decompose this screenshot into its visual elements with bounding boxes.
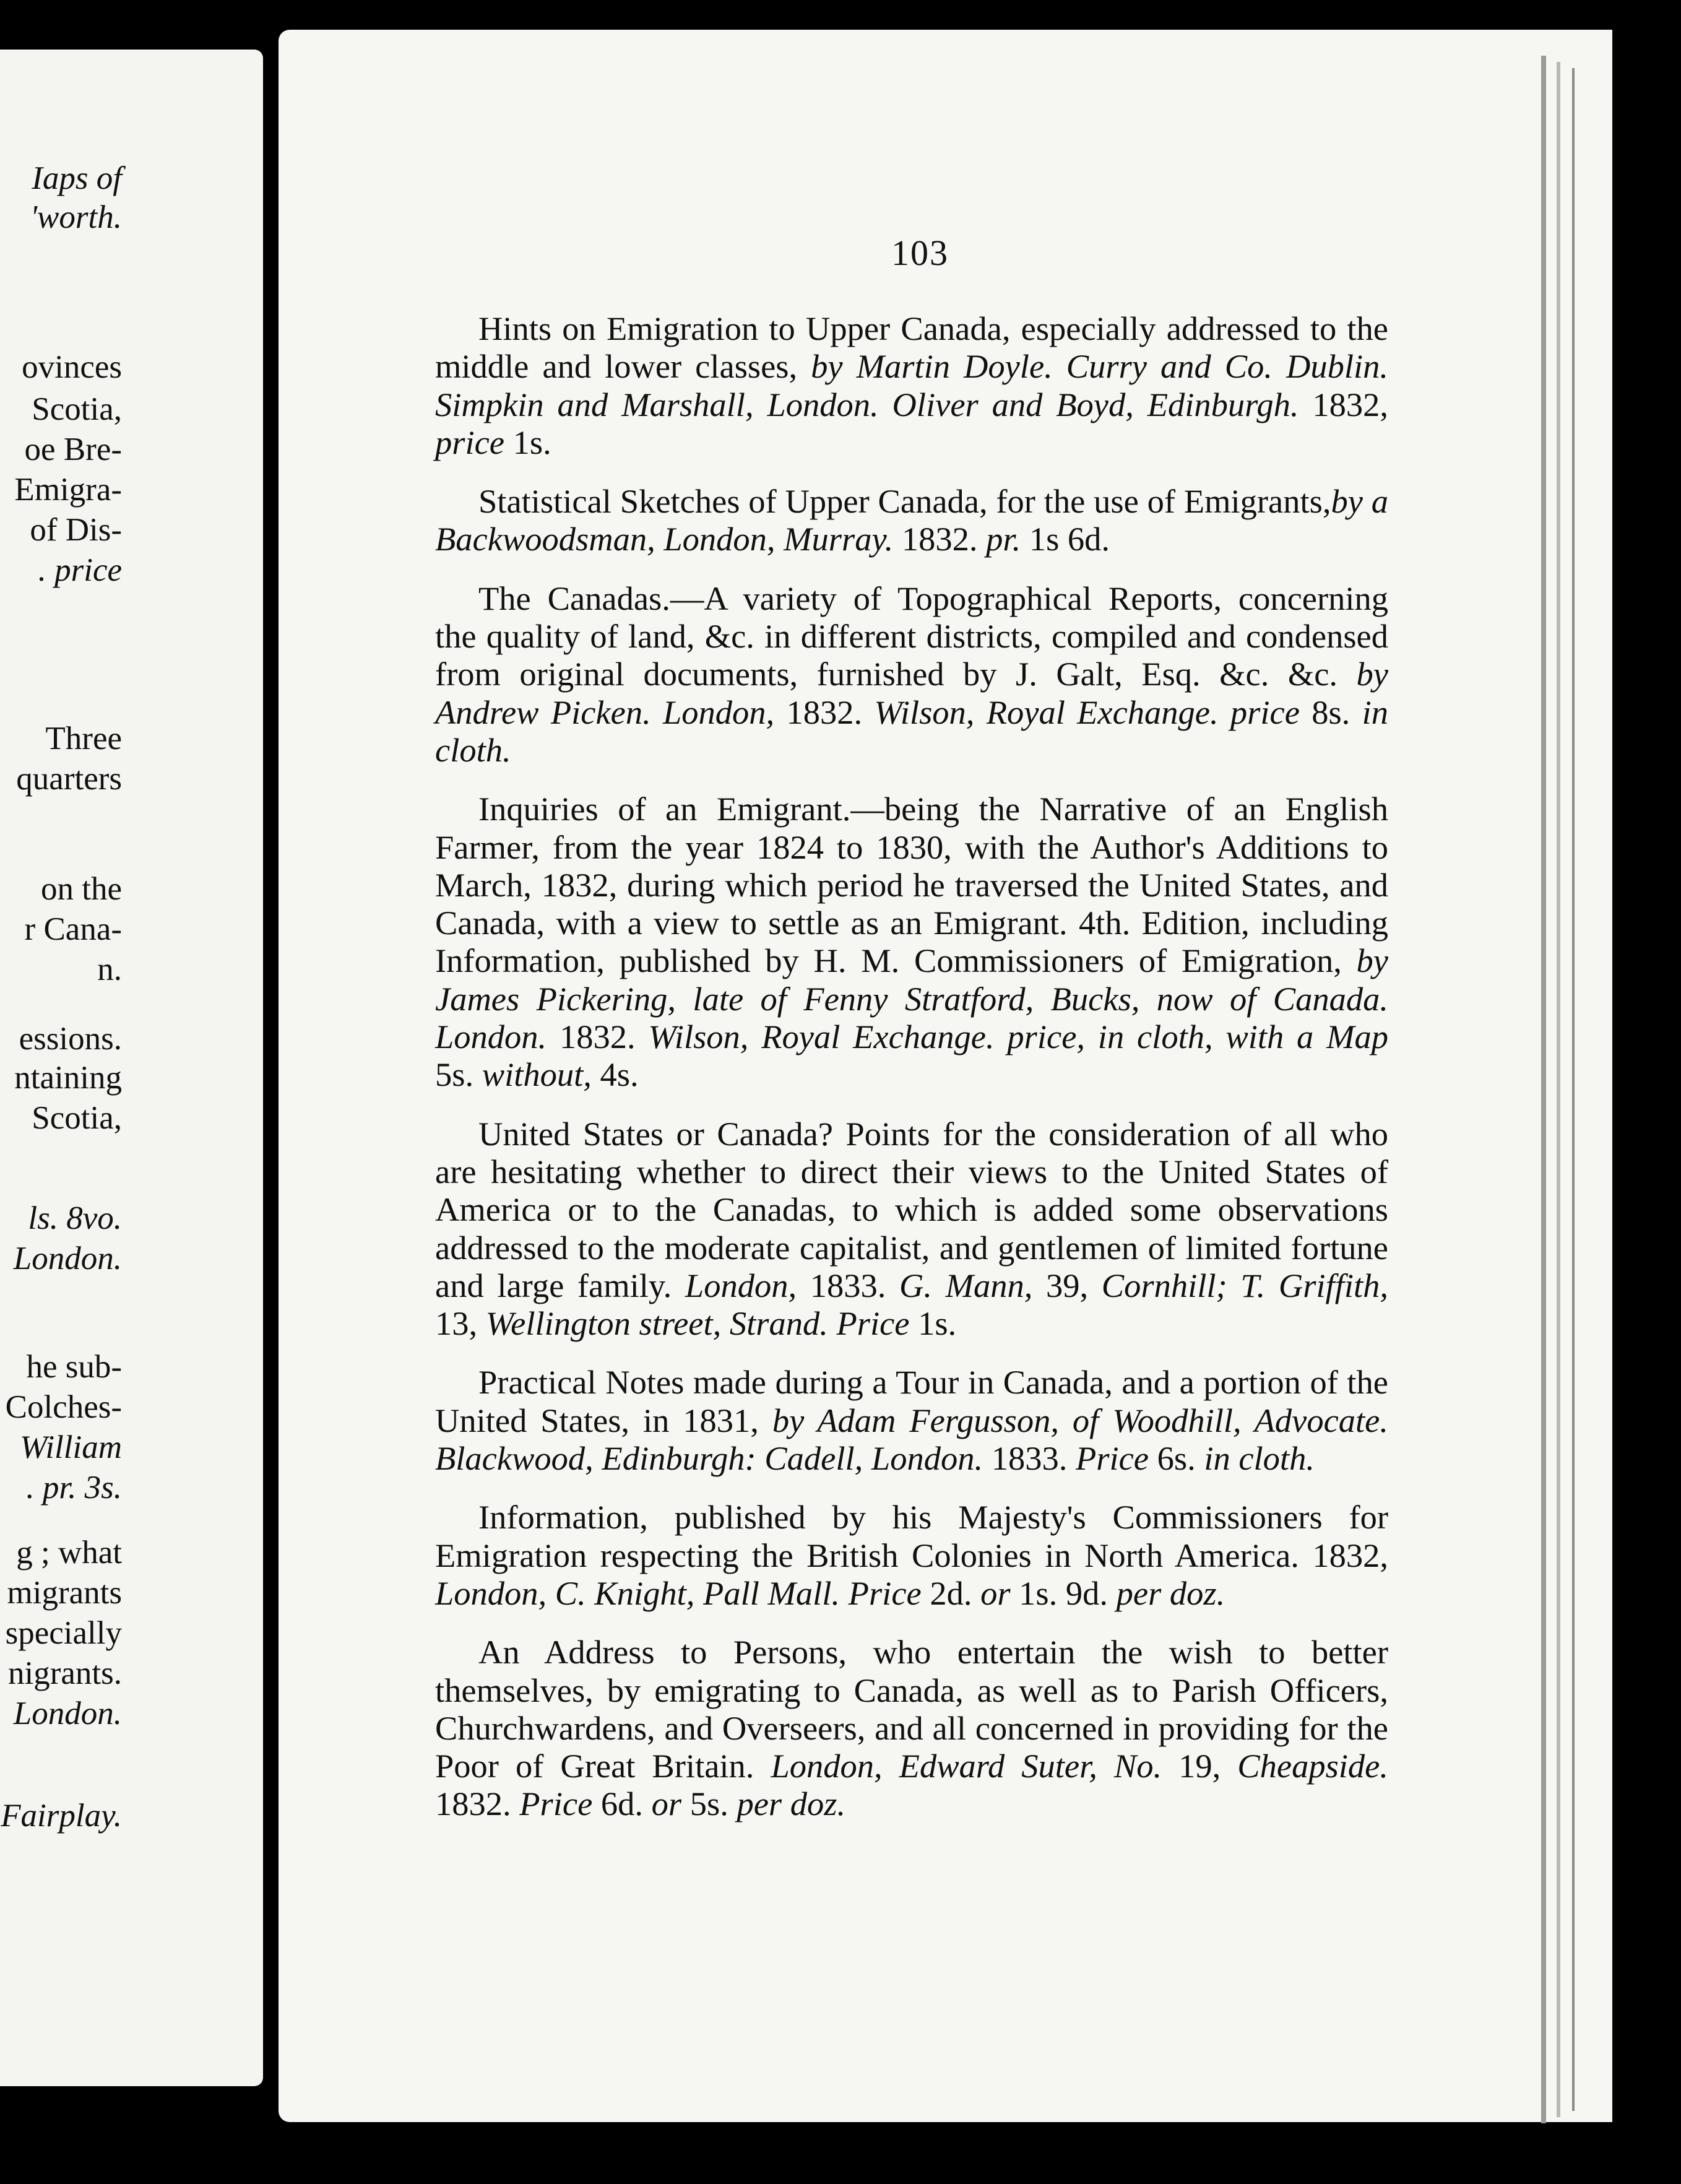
left-page-text-fragment: . pr. 3s. [26,1470,122,1506]
left-page-text-fragment: . price [38,552,122,588]
entry-text-segment: Hints on Emigration to Upper Canada, especially addressed to the middle and lower classes, [435,310,1388,386]
left-page-text-fragment: ovinces [22,349,122,385]
entry-text-segment: by Andrew Picken. London, [435,655,1388,731]
entry-text-segment: 2d. [921,1574,981,1612]
left-page-text-fragment: of Dis- [30,512,122,548]
page-edge [1572,68,1575,2111]
entry-text-segment: price [435,423,504,461]
entry-text-segment: Wilson, Royal Exchange. price, in cloth, with a Map [648,1018,1389,1056]
entry-text-segment: 1832. [893,520,987,558]
entry-text-segment: 1s. 9d. [1010,1574,1117,1612]
bibliography-entry [435,1498,1388,1612]
left-page-text-fragment: Colches- [5,1389,122,1425]
entry-text-segment: Statistical Sketches of Upper Canada, for the use of Emigrants, [478,482,1331,521]
bibliography-entry [435,482,1388,558]
left-page-text-fragment: Scotia, [32,391,122,427]
entry-text-segment: 8s. [1299,693,1362,731]
page-edge [1541,56,1546,2123]
entry-text-segment: Wilson, Royal Exchange. price [874,693,1300,731]
entry-text-segment: 13, [435,1304,486,1343]
entry-text-segment: Cheapside. [1237,1747,1388,1785]
entry-text-segment: Inquiries of an Emigrant.—being the Narrative of an English Farmer, from the year 1824 to 1830, with the Author's Additions to March, 1832, during which period he traversed the United States, and Canada, with a view to settle as an Emigrant. 4th. Edition, including Information, published by H. M. Commissioners of Emigration, [435,790,1388,980]
left-page-text-fragment: oe Bre- [24,431,122,467]
entry-text-segment: 5s. [681,1785,737,1823]
entry-text-segment: United States or Canada? Points for the consideration of all who are hesitating whether to direct their views to the United States of America or to the Canadas, to which is added some observations addressed to the moderate capitalist, and gentlemen of limited fortune and large family. [435,1114,1388,1304]
bibliography-entry [435,579,1388,769]
entry-text-segment: per doz. [737,1785,846,1823]
left-page-text-fragment: Scotia, [32,1100,122,1136]
entry-text-segment: in cloth. [435,693,1388,769]
left-page-text-fragment: William [20,1429,122,1465]
bibliography-entry [435,1633,1388,1822]
entry-text-segment: 1832, [1299,385,1389,423]
left-page-text-fragment: London. [13,1241,122,1276]
entry-text-segment: by James Pickering, late of Fenny Stratford, Bucks, now of Canada. London. [435,942,1388,1056]
entry-text-segment: G. Mann, [899,1266,1033,1304]
entry-text-segment: or [980,1574,1011,1612]
left-page-text-fragment: he sub- [26,1349,122,1385]
entry-text-segment: in cloth. [1204,1439,1315,1478]
entry-text-segment: by a Backwoodsman, London, Murray. [435,482,1388,558]
left-page-text-fragment: r Cana- [24,911,122,947]
entry-text-segment: London, [685,1266,797,1304]
left-page-text-fragment: n. [97,951,122,987]
left-page-text-fragment: London. [13,1696,122,1731]
bibliography-entry [435,310,1388,461]
entry-text-segment: 19, [1162,1747,1238,1785]
entry-text-segment: or [651,1785,682,1823]
entry-text-segment: pr. [986,520,1021,558]
entry-text-segment: An Address to Persons, who entertain the wish to better themselves, by emigrating to Canada, as well as to Parish Officers, Churchwardens, and Overseers, and all concerned in providing for the Poor of Great Britain. [435,1633,1388,1785]
left-page-text-fragment: ls. 8vo. [28,1200,122,1236]
entry-text-segment: by Adam Fergusson, of Woodhill, Advocate. Blackwood, Edinburgh: Cadell, London. [435,1401,1388,1478]
entry-text-segment: Cornhill; T. Griffith, [1101,1266,1388,1304]
entry-text-segment: 1832. [774,693,875,731]
entry-text-segment: 5s. [435,1055,482,1094]
entry-text-segment: by Martin Doyle. Curry and Co. Dublin. Simpkin and Marshall, London. Oliver and Boyd, Edinburgh. [435,347,1389,423]
left-page-text-fragment: g ; what [16,1535,122,1571]
entry-text-segment: Wellington street, Strand. Price [485,1304,910,1343]
entry-text-segment: per doz. [1116,1574,1225,1612]
entry-text-segment: 1s. [504,423,551,461]
left-page-fragment [0,50,263,2086]
entry-text-segment: 6d. [592,1785,652,1823]
entry-text-segment: Information, published by his Majesty's Commissioners for Emigration respecting the British Colonies in North America. 1832, [435,1498,1388,1574]
entry-text-segment: 1832. [435,1785,520,1823]
left-page-text-fragment: Fairplay. [1,1798,122,1834]
left-page-text-fragment: ntaining [14,1060,122,1096]
entry-text-segment: Price [519,1785,593,1823]
left-page-text-fragment: Iaps of [32,160,122,196]
entry-text-segment: 1833. [797,1266,899,1304]
left-page-text-fragment: nigrants. [8,1655,122,1691]
entry-text-segment: 1832. [547,1018,649,1056]
entry-text-segment: Practical Notes made during a Tour in Canada, and a portion of the United States, in 1831, [435,1363,1388,1439]
entry-text-segment: without, [482,1055,592,1094]
left-page-text-fragment: Three [45,721,122,756]
bibliography-entry [435,1363,1388,1477]
entry-text-segment: 1833. [983,1439,1076,1478]
left-page-text-fragment: quarters [16,761,122,797]
left-page-text-fragment: migrants [7,1575,122,1611]
left-page-text-fragment: essions. [19,1021,122,1057]
bibliography-entries [435,310,1388,1844]
left-page-text-fragment: on the [41,871,122,907]
left-page-text-fragment: Emigra- [14,472,122,508]
bibliography-entry [435,790,1388,1093]
page-number: 103 [891,233,949,273]
page-edge [1557,62,1560,2117]
entry-text-segment: 39, [1032,1266,1102,1304]
entry-text-segment: 1s. [909,1304,957,1343]
entry-text-segment: 6s. [1148,1439,1204,1478]
entry-text-segment: London, Edward Suter, No. [771,1747,1162,1785]
entry-text-segment: 4s. [591,1055,639,1094]
entry-text-segment: London, C. Knight, Pall Mall. Price [435,1574,922,1612]
left-page-text-fragment: 'worth. [30,199,122,235]
entry-text-segment: Price [1075,1439,1149,1478]
entry-text-segment: The Canadas.—A variety of Topographical Reports, concerning the quality of land, &c. in different districts, compiled and condensed from original documents, furnished by J. Galt, Esq. &c. &c. [435,579,1388,693]
left-page-text-fragment: specially [5,1615,122,1651]
bibliography-entry [435,1115,1388,1343]
entry-text-segment: 1s 6d. [1021,520,1110,558]
